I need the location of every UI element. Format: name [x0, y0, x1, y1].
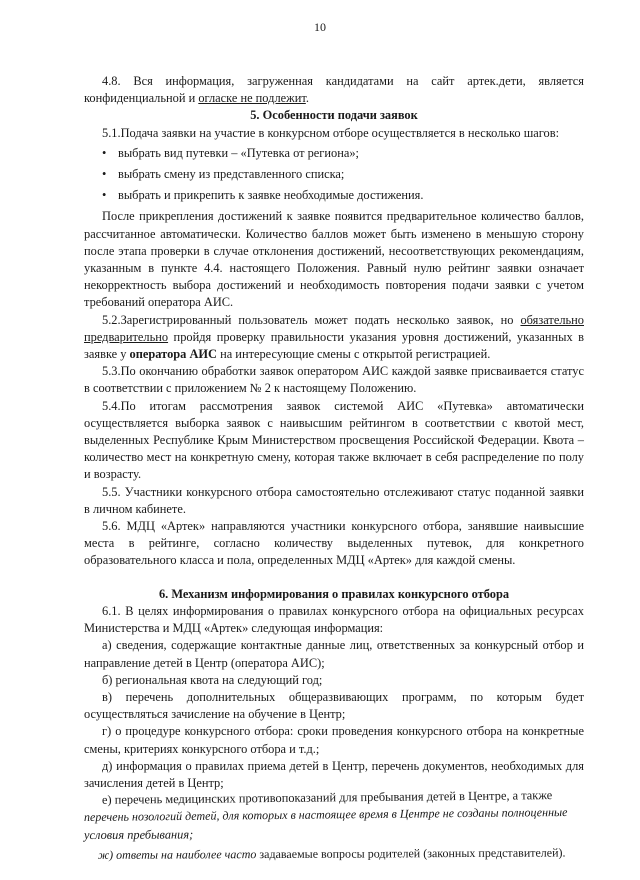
info-item-b: б) региональная квота на следующий год;	[102, 672, 323, 687]
p52-b: пройдя проверку правильности указания уровня достижений, указанных в заявке у	[84, 329, 584, 362]
paragraph-5-6: 5.6. МДЦ «Артек» направляются участники конкурсного отбора, занявшие наивысшие места в рейтинге, согласно количеству выделенных путевок, для конкретного образовательного класса и пола, определенных МДЦ «Артек» для каждой смены.	[84, 519, 584, 568]
paragraph-5-4: 5.4.По итогам рассмотрения заявок системой АИС «Путевка» автоматически осуществляется выборка заявок с наивысшим рейтингом в соответствии с квотой мест, выделенных Республике Крым Министерством просвещения Российской Федерации. Квота – количество мест на конкретную смену, которая также включает в себя распределение по полу и возрасту.	[84, 398, 584, 482]
section-6-title: 6. Механизм информирования о правилах конкурсного отбора	[158, 586, 510, 601]
page-number: 10	[314, 20, 326, 34]
info-item-e-line2: перечень нозологий детей, для которых в настоящее время в Центре не созданы полноценные	[83, 805, 568, 825]
paragraph-6-1: 6.1. В целях информирования о правилах конкурсного отбора на официальных ресурсах Министерства и МДЦ «Артек» следующая информация:	[84, 603, 584, 636]
info-item-g: г) о процедуре конкурсного отбора: сроки проведения конкурсного отбора на конкретные смены, критериях конкурсного отбора и т.д.;	[84, 724, 584, 756]
info-item-a: а) сведения, содержащие контактные данные лиц, ответственных за конкурсный отбор и направление детей в Центр (оператора АИС);	[84, 638, 584, 670]
p52-underlined: обязательно предварительно	[84, 312, 584, 344]
section-5-title: 5. Особенности подачи заявок	[250, 108, 418, 123]
list-item-text: выбрать смену из представленного списка;	[118, 167, 345, 182]
list-item: • выбрать смену из представленного списка;	[102, 167, 345, 182]
p48-suffix: .	[305, 91, 309, 106]
p52-a: 5.2.Зарегистрированный пользователь может подать несколько заявок, но	[102, 312, 521, 327]
info-item-e	[83, 788, 584, 844]
paragraph-5-1: 5.1.Подача заявки на участие в конкурсном отборе осуществляется в несколько шагов:	[102, 125, 560, 140]
p52-c: на интересующие смены с открытой регистрацией.	[216, 347, 491, 362]
paragraph-after-steps: После прикрепления достижений к заявке появится предварительное количество баллов, рассчитанное автоматически. Количество баллов может быть изменено в меньшую сторону после этапа проверки в случае отклонения достижений, несоответствующих рекомендациям, указанным в пункте 4.4. настоящего Положения. Равный нулю рейтинг заявки означает некорректность выбора достижений и необходимость повторения подачи заявки с учетом требований оператора АИС.	[84, 209, 584, 310]
info-item-zh	[84, 844, 584, 864]
list-item: • выбрать вид путевки – «Путевка от региона»;	[102, 145, 359, 160]
list-item-text: выбрать и прикрепить к заявке необходимые достижения.	[118, 188, 424, 203]
paragraph-5-2	[84, 312, 584, 364]
steps-list	[84, 145, 584, 205]
paragraph-5-5: 5.5. Участники конкурсного отбора самостоятельно отслеживают статус поданной заявки в личном кабинете.	[84, 484, 584, 516]
info-item-d: д) информация о правилах приема детей в Центр, перечень документов, необходимых для зачисления детей в Центр;	[84, 758, 584, 790]
p48-text: 4.8. Вся информация, загруженная кандидатами на сайт артек.дети, является конфиденциальной и	[84, 74, 584, 106]
info-item-v: в) перечень дополнительных общеразвивающих программ, по которым будет осуществляться зачисление на обучение в Центр;	[84, 689, 584, 722]
info-item-e-line1: е) перечень медицинских противопоказаний для пребывания детей в Центре, а также	[101, 788, 553, 807]
list-item: • выбрать и прикрепить к заявке необходимые достижения.	[102, 188, 424, 203]
p48-underlined: огласке не подлежит	[198, 91, 306, 106]
list-item-text: выбрать вид путевки – «Путевка от региона»;	[118, 145, 359, 160]
p52-bold: оператора АИС	[129, 347, 217, 362]
document-body	[84, 73, 584, 864]
paragraph-5-3: 5.3.По окончанию обработки заявок оператором АИС каждой заявке присваивается статус в соответствии с приложением № 2 к настоящему Положению.	[84, 364, 584, 396]
info-item-zh-rest: задаваемые вопросы родителей (законных представителей).	[256, 845, 566, 861]
paragraph-4-8	[84, 73, 584, 107]
info-item-e-line3: условия пребывания;	[83, 826, 194, 842]
info-item-zh-italic: ж) ответы на наиболее часто	[97, 846, 257, 862]
